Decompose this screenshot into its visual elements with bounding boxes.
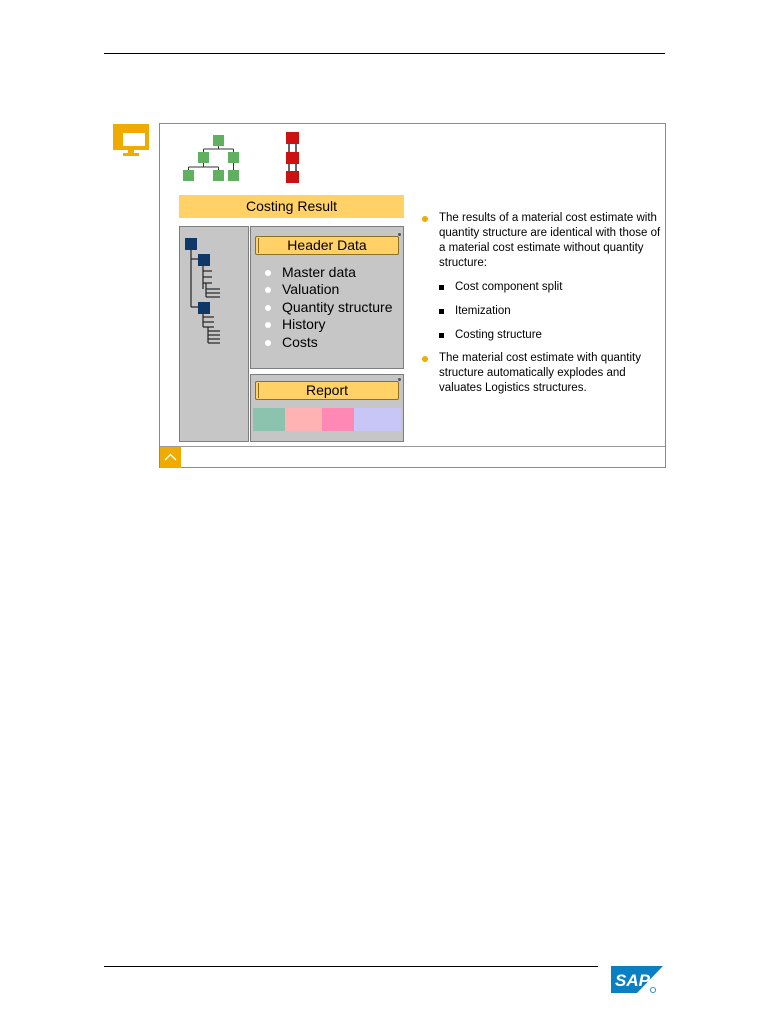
header-data-title: Header Data xyxy=(255,236,399,255)
sub-bullet-text: Costing structure xyxy=(455,329,542,341)
bullet-item xyxy=(422,351,662,396)
sub-bullet-text: Itemization xyxy=(455,305,511,317)
report-bar xyxy=(354,408,401,431)
sub-bullet-square xyxy=(439,309,444,314)
header-data-item: Quantity structure xyxy=(265,299,393,316)
header-data-item: History xyxy=(265,316,393,333)
bullet-list xyxy=(422,211,662,396)
report-title: Report xyxy=(255,381,399,400)
sub-bullet-square xyxy=(439,333,444,338)
bullet-dot xyxy=(422,356,428,362)
sub-bullet-square xyxy=(439,285,444,290)
header-data-panel xyxy=(250,226,404,369)
sub-bullet-item xyxy=(422,280,662,295)
org-chart-icon xyxy=(182,135,242,188)
bullet-text: The results of a material cost estimate with quantity structure are identical with those of a material cost estimate without quantity structure: xyxy=(439,212,661,269)
bullet-item xyxy=(422,211,662,271)
report-bar xyxy=(253,408,285,431)
header-data-item: Master data xyxy=(265,264,393,281)
report-color-bars xyxy=(253,408,401,431)
presentation-icon xyxy=(113,124,149,156)
bottom-rule xyxy=(104,966,598,967)
report-bar xyxy=(285,408,322,431)
header-data-list xyxy=(265,264,393,351)
chain-structure-icon xyxy=(286,132,300,189)
top-rule xyxy=(104,53,665,54)
sub-bullet-item xyxy=(422,304,662,319)
sap-logo-text: SAP xyxy=(615,971,650,990)
hierarchy-tree-panel xyxy=(179,226,249,442)
costing-result-label: Costing Result xyxy=(179,195,404,218)
report-bar xyxy=(322,408,354,431)
header-data-item: Valuation xyxy=(265,281,393,298)
bullet-text: The material cost estimate with quantity structure automatically explodes and valuates Logistics structures. xyxy=(439,352,641,394)
hierarchy-tree-icon xyxy=(180,227,248,441)
header-data-item: Costs xyxy=(265,334,393,351)
figure-footer-divider xyxy=(160,446,665,447)
sub-bullet-text: Cost component split xyxy=(455,281,563,293)
sap-logo xyxy=(611,966,663,999)
report-panel xyxy=(250,374,404,442)
chevron-up-icon xyxy=(164,453,177,461)
bullet-dot xyxy=(422,216,428,222)
sub-bullet-item xyxy=(422,328,662,343)
collapse-button[interactable] xyxy=(160,447,181,468)
